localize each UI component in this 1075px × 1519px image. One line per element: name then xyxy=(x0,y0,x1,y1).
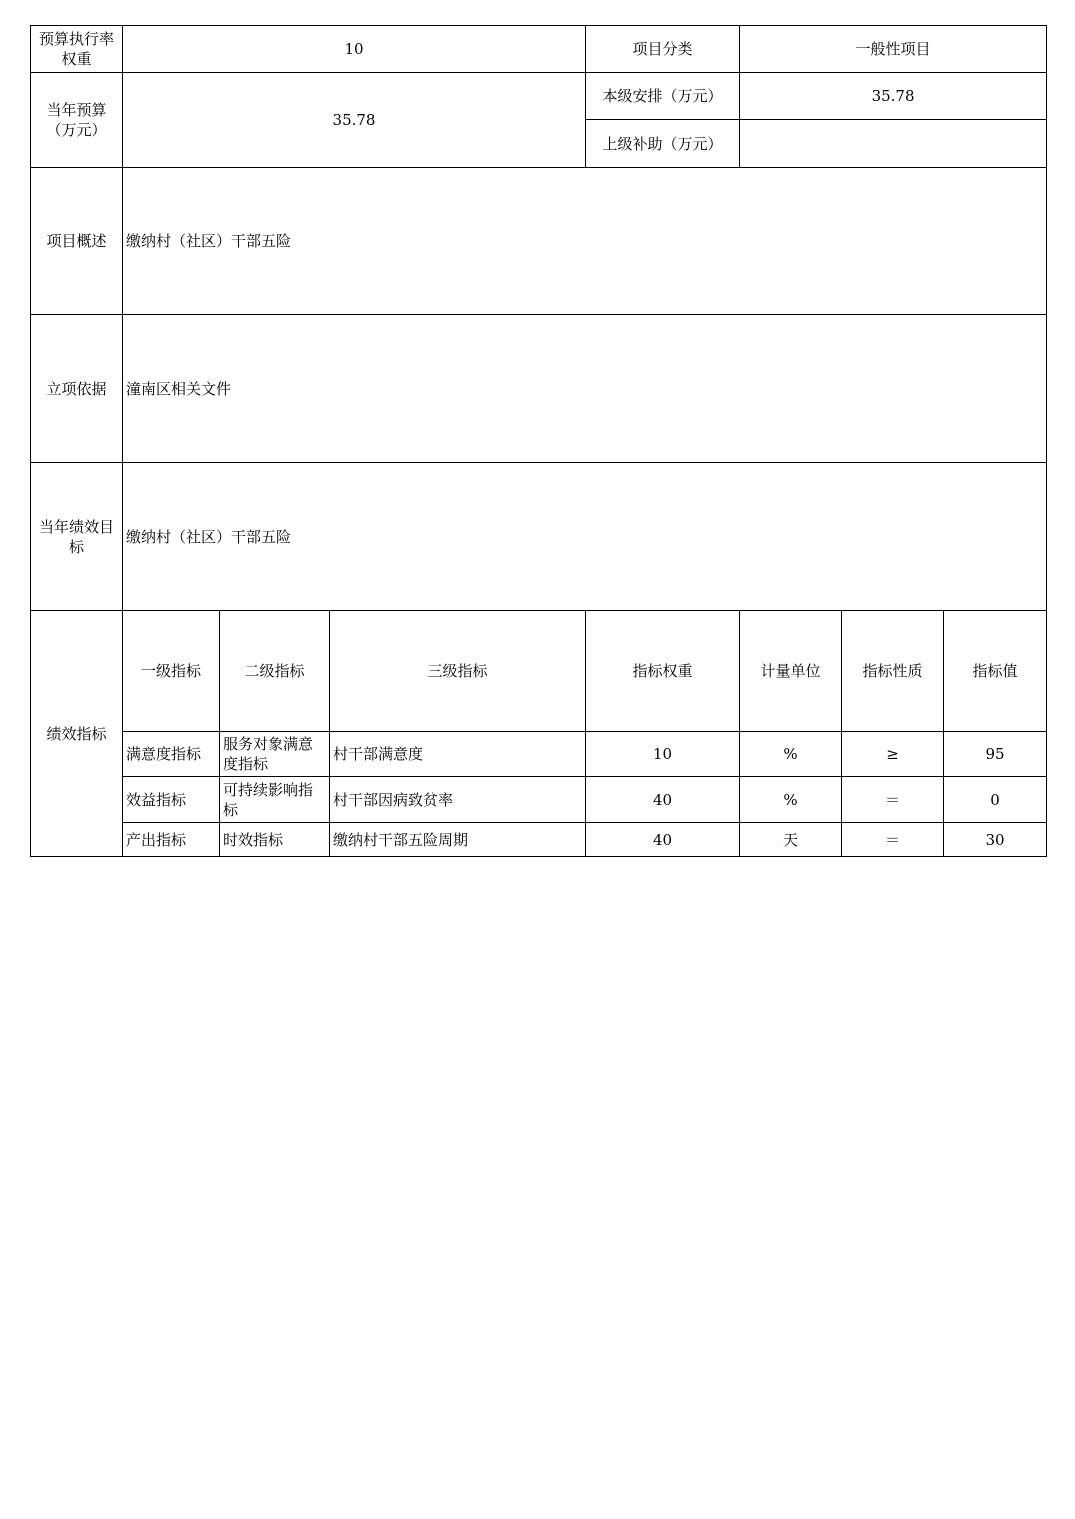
indicator-cell: ＝ xyxy=(842,823,944,857)
indicator-cell: 产出指标 xyxy=(123,823,220,857)
overview-label: 项目概述 xyxy=(31,168,123,315)
annual-budget-label: 当年预算（万元） xyxy=(31,73,123,168)
indicator-header: 一级指标 xyxy=(123,611,220,732)
row-exec-weight xyxy=(31,26,1047,73)
row-annual-budget xyxy=(31,73,1047,120)
indicator-header: 指标值 xyxy=(944,611,1047,732)
indicator-cell: 满意度指标 xyxy=(123,732,220,777)
category-label: 项目分类 xyxy=(586,26,740,73)
indicator-cell: ＝ xyxy=(842,777,944,823)
indicator-cell: 可持续影响指标 xyxy=(220,777,330,823)
indicator-header: 二级指标 xyxy=(220,611,330,732)
category-value: 一般性项目 xyxy=(740,26,1047,73)
local-label: 本级安排（万元） xyxy=(586,73,740,120)
indicator-cell: 40 xyxy=(586,823,740,857)
indicator-cell: % xyxy=(740,777,842,823)
indicator-row xyxy=(31,777,1047,823)
indicator-cell: 30 xyxy=(944,823,1047,857)
indicator-cell: 村干部因病致贫率 xyxy=(330,777,586,823)
indicator-cell: 0 xyxy=(944,777,1047,823)
basis-label: 立项依据 xyxy=(31,315,123,463)
goal-value: 缴纳村（社区）干部五险 xyxy=(123,463,1047,611)
indicator-cell: 村干部满意度 xyxy=(330,732,586,777)
indicator-cell: 缴纳村干部五险周期 xyxy=(330,823,586,857)
indicator-header: 计量单位 xyxy=(740,611,842,732)
indicator-header: 指标权重 xyxy=(586,611,740,732)
exec-weight-value: 10 xyxy=(123,26,586,73)
indicator-header: 三级指标 xyxy=(330,611,586,732)
indicator-header: 指标性质 xyxy=(842,611,944,732)
upper-value xyxy=(740,120,1047,168)
indicator-header-row xyxy=(31,611,1047,732)
row-overview xyxy=(31,168,1047,315)
performance-form xyxy=(30,25,1047,857)
row-goal xyxy=(31,463,1047,611)
indicator-cell: 天 xyxy=(740,823,842,857)
indicator-cell: ≥ xyxy=(842,732,944,777)
exec-weight-label: 预算执行率权重 xyxy=(31,26,123,73)
indicator-row xyxy=(31,732,1047,777)
indicator-cell: % xyxy=(740,732,842,777)
indicator-cell: 10 xyxy=(586,732,740,777)
annual-budget-value: 35.78 xyxy=(123,73,586,168)
indicator-cell: 95 xyxy=(944,732,1047,777)
row-basis xyxy=(31,315,1047,463)
indicator-cell: 40 xyxy=(586,777,740,823)
upper-label: 上级补助（万元） xyxy=(586,120,740,168)
indicator-row xyxy=(31,823,1047,857)
indicator-cell: 效益指标 xyxy=(123,777,220,823)
indicator-cell: 服务对象满意度指标 xyxy=(220,732,330,777)
goal-label: 当年绩效目标 xyxy=(31,463,123,611)
indicators-label: 绩效指标 xyxy=(31,611,123,857)
indicator-cell: 时效指标 xyxy=(220,823,330,857)
basis-value: 潼南区相关文件 xyxy=(123,315,1047,463)
overview-value: 缴纳村（社区）干部五险 xyxy=(123,168,1047,315)
local-value: 35.78 xyxy=(740,73,1047,120)
